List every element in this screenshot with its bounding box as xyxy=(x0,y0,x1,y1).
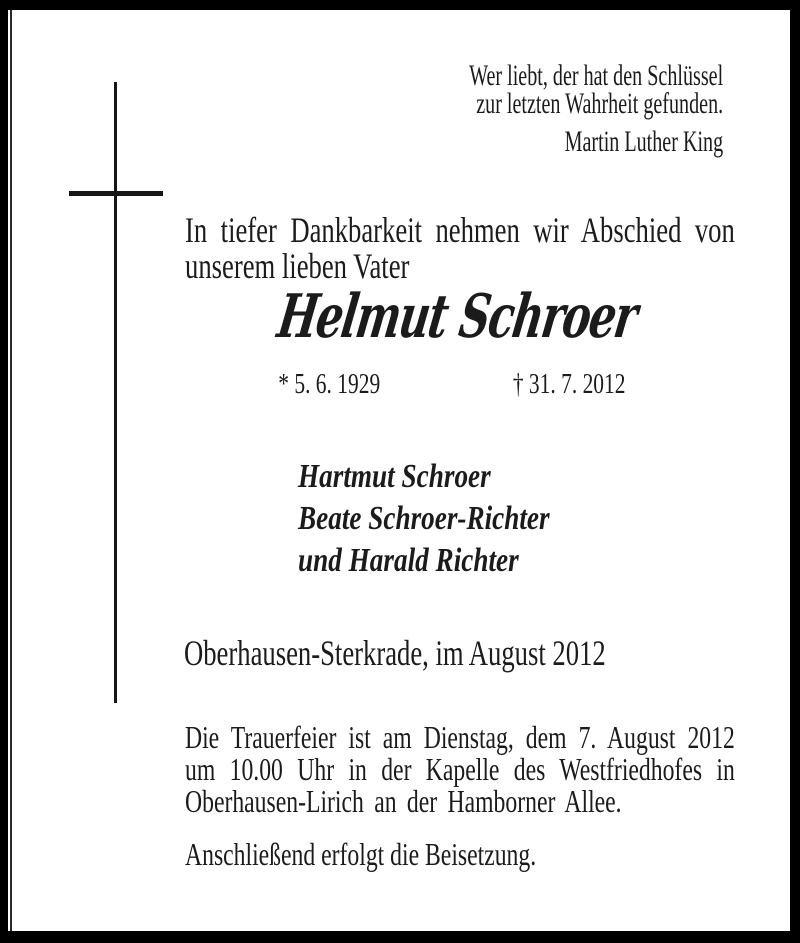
quote-line: Wer liebt, der hat den Schlüssel xyxy=(468,59,723,92)
cross-vertical-line xyxy=(114,82,117,703)
frame-left-border xyxy=(0,0,8,943)
funeral-line: Oberhausen-Lirich an der Hamborner Allee. xyxy=(185,783,622,819)
life-dates xyxy=(185,369,735,403)
birth-date: * 5. 6. 1929 xyxy=(278,368,381,400)
frame-top-border xyxy=(0,0,800,10)
funeral-paragraph xyxy=(185,721,735,817)
frame-inner-line xyxy=(10,10,12,931)
mourner-name: und Harald Richter xyxy=(298,542,519,579)
funeral-line: um 10.00 Uhr in der Kapelle des Westfriedhofes in xyxy=(185,751,735,787)
frame-bottom-border xyxy=(0,931,800,943)
place-date-line: Oberhausen-Sterkrade, im August 2012 xyxy=(184,633,606,673)
funeral-line: Die Trauerfeier ist am Dienstag, dem 7. August 2012 xyxy=(185,719,735,755)
intro-line: unserem lieben Vater xyxy=(185,246,410,286)
quote-block xyxy=(468,59,723,158)
intro-paragraph xyxy=(185,212,735,284)
quote-attribution: Martin Luther King xyxy=(564,125,723,158)
frame-right-border xyxy=(790,0,800,943)
deceased-name-text: Helmut Schroer xyxy=(273,282,641,352)
mourner-name: Beate Schroer-Richter xyxy=(298,500,550,537)
mourner-name: Hartmut Schroer xyxy=(298,458,491,495)
deceased-name xyxy=(182,284,732,350)
closing-line: Anschließend erfolgt die Beisetzung. xyxy=(185,836,537,872)
cross-horizontal-line xyxy=(69,191,163,196)
death-date: † 31. 7. 2012 xyxy=(512,368,626,400)
intro-line: In tiefer Dankbarkeit nehmen wir Abschied von xyxy=(185,210,735,250)
mourners-list xyxy=(298,456,550,582)
quote-line: zur letzten Wahrheit gefunden. xyxy=(476,87,723,120)
